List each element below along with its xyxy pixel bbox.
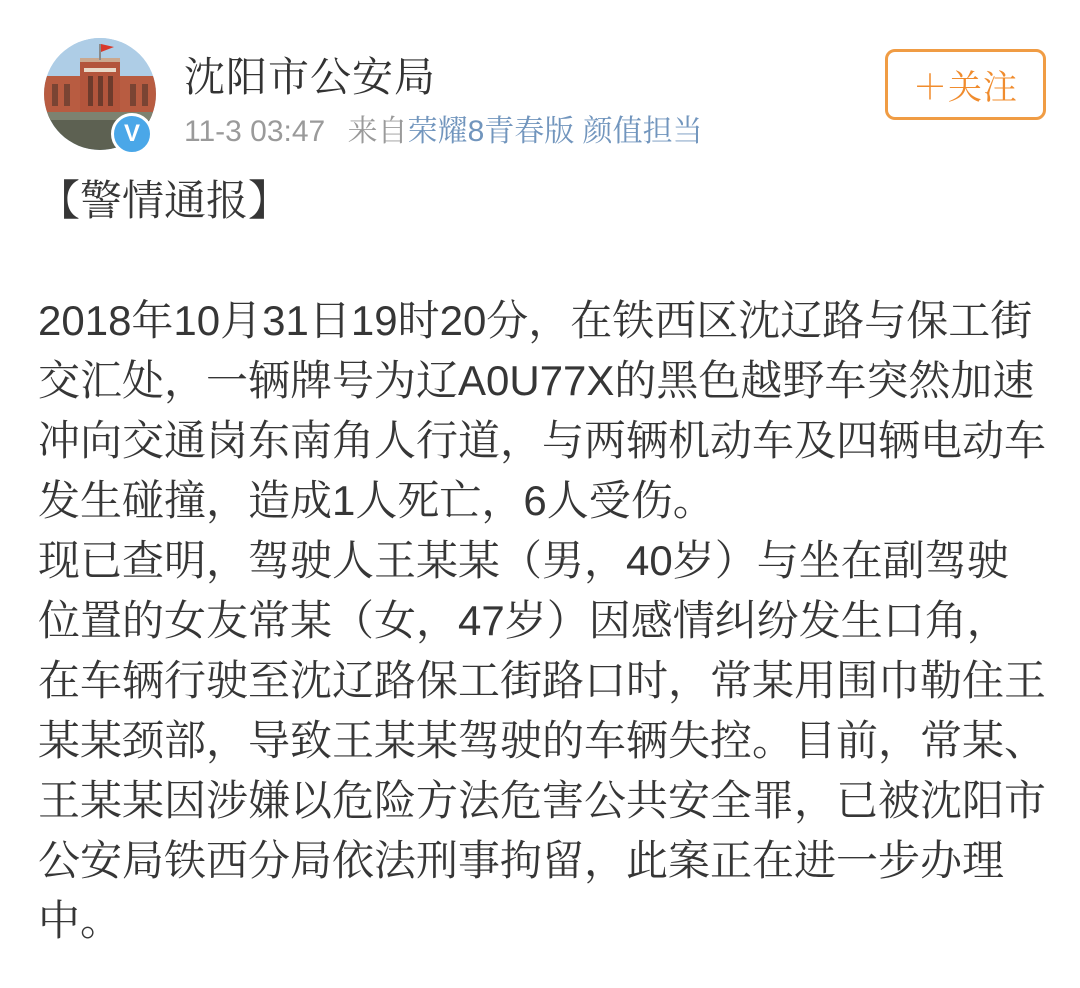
post-line: 位置的女友常某（女，47岁）因感情纠纷发生口角， — [38, 597, 1009, 644]
blank-line — [38, 231, 1052, 291]
source-prefix: 来自 — [347, 115, 408, 148]
post-title: 【警情通报】 — [38, 177, 291, 224]
source-device-link[interactable]: 荣耀8青春版 颜值担当 — [407, 115, 703, 148]
post-line: 发生碰撞，造成1人死亡，6人受伤。 — [38, 477, 715, 524]
post-line: 2018年10月31日19时20分，在铁西区沈辽路与保工街 — [38, 297, 1033, 344]
timestamp: 11-3 03:47 — [184, 115, 326, 148]
post-line: 交汇处，一辆牌号为辽A0U77X的黑色越野车突然加速 — [38, 357, 1035, 404]
post-line: 某某颈部，导致王某某驾驶的车辆失控。目前，常某、 — [38, 717, 1047, 764]
verified-badge-icon: V — [111, 113, 153, 155]
post-line: 公安局铁西分局依法刑事拘留，此案正在进一步办理 — [38, 837, 1005, 884]
post-meta — [184, 106, 703, 150]
post-line: 王某某因涉嫌以危险方法危害公共安全罪，已被沈阳市 — [38, 777, 1047, 824]
post-line: 中。 — [38, 897, 123, 944]
post-line: 冲向交通岗东南角人行道，与两辆机动车及四辆电动车 — [38, 417, 1047, 464]
post-line: 在车辆行驶至沈辽路保工街路口时，常某用围巾勒住王 — [38, 657, 1047, 704]
post-line: 现已查明，驾驶人王某某（男，40岁）与坐在副驾驶 — [38, 537, 1009, 584]
follow-button[interactable]: ＋关注 — [885, 49, 1046, 120]
author-name[interactable]: 沈阳市公安局 — [184, 54, 436, 100]
post-content — [38, 171, 1052, 951]
